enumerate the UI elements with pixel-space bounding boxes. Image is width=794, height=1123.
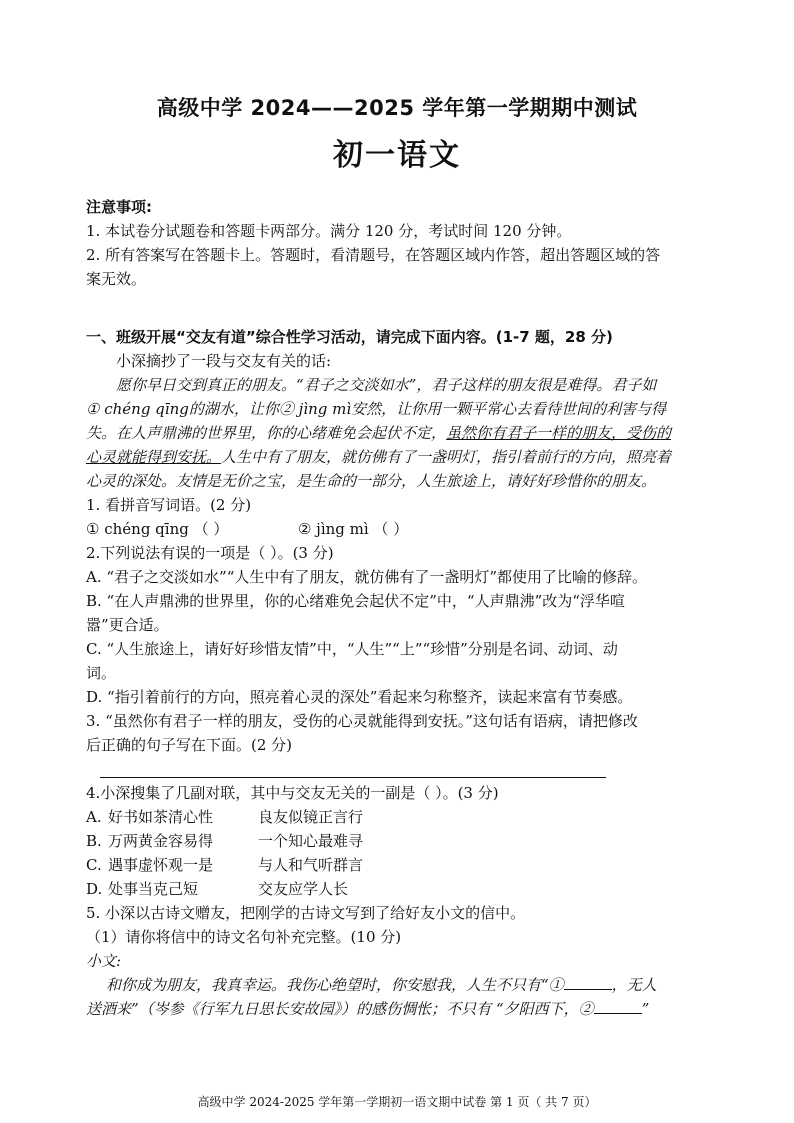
couplet-lower: 交友应学人长 [258,880,349,898]
passage-line-2: ① chéng qīng的湖水，让你② jìng mì安然，让你用一颗平常心去看待世间的利害与得 [86,400,667,418]
question-2-option-a: A. “君子之交淡如水”“人生中有了朋友，就仿佛有了一盏明灯”都使用了比喻的修辞。 [86,568,648,586]
fill-blank-1[interactable] [564,975,612,990]
couplet-upper: 遇事虚怀观一是 [108,856,214,874]
question-1-stem: 1. 看拼音写词语。(2 分) [86,496,252,514]
letter-text: ，无人 [611,976,657,994]
option-letter: A. [86,808,102,826]
question-2-option-b-cont: 嚣”更合适。 [86,616,169,634]
passage-line-3 [86,421,706,445]
question-2-option-b: B. “在人声鼎沸的世界里，你的心绪难免会起伏不定”中，“人声鼎沸”改为“浮华喧 [86,592,625,610]
couplet-option [86,853,706,877]
exam-body [86,195,706,1021]
question-2-option-d: D. “指引着前行的方向，照亮着心灵的深处”看起来匀称整齐，读起来富有节奏感。 [86,688,633,706]
couplet-option [86,877,706,901]
question-5-stem: 5. 小深以古诗文赠友，把刚学的古诗文写到了给好友小文的信中。 [86,904,526,922]
couplet-option [86,829,706,853]
option-letter: C. [86,856,102,874]
couplet-option [86,805,706,829]
letter-line-2 [86,997,706,1021]
notice-item-2-cont: 案无效。 [86,270,147,288]
letter-text: ” [641,1000,650,1018]
section-1-heading: 一、班级开展“交友有道”综合性学习活动，请完成下面内容。(1-7 题，28 分) [86,328,613,346]
school-title: 高级中学 2024——2025 学年第一学期期中测试 [156,96,638,120]
letter-line-1 [86,973,706,997]
page-footer: 高级中学 2024-2025 学年第一学期初一语文期中试卷 第 1 页（ 共 7 页） [197,1095,597,1109]
notice-item-2: 2. 所有答案写在答题卡上。答题时，看清题号，在答题区域内作答，超出答题区域的答 [86,246,661,264]
question-5-sub-1: （1）请你将信中的诗文名句补充完整。(10 分) [86,928,402,946]
faulty-sentence-part-2: 心灵就能得到安抚。 [86,448,222,466]
option-letter: B. [86,832,102,850]
question-2-option-c-cont: 词。 [86,664,117,682]
passage-line-5: 心灵的深处。友情是无价之宝，是生命的一部分，人生旅途上，请好好珍惜你的朋友。 [86,472,657,490]
couplet-lower: 与人和气听群言 [258,856,364,874]
fill-blank-2[interactable] [594,999,642,1014]
letter-text: 送酒来”（岑参《行军九日思长安故园》）的感伤惆怅；不只有 “夕阳西下，② [86,1000,594,1018]
passage-text: 失。在人声鼎沸的世界里，你的心绪难免会起伏不定， [86,424,447,442]
couplet-lower: 良友似镜正言行 [258,808,364,826]
couplet-lower: 一个知心最难寻 [258,832,364,850]
question-2-option-c: C. “人生旅途上，请好好珍惜友情”中，“人生”“上”“珍惜”分别是名词、动词、动 [86,640,618,658]
answer-line[interactable] [86,757,706,781]
couplet-upper: 万两黄金容易得 [108,832,214,850]
notice-heading: 注意事项: [86,198,152,216]
faulty-sentence-part-1: 虽然你有君子一样的朋友，受伤的 [446,424,672,442]
question-2-stem: 2.下列说法有误的一项是（ ）。(3 分) [86,544,334,562]
question-1-items [86,517,706,541]
notice-item-1: 1. 本试卷分试题卷和答题卡两部分。满分 120 分，考试时间 120 分钟。 [86,222,572,240]
question-3-stem-cont: 后正确的句子写在下面。(2 分) [86,736,293,754]
pinyin-item-1[interactable]: ① chéng qīng （ ） [86,520,229,538]
question-4-stem: 4.小深搜集了几副对联，其中与交友无关的一副是（ ）。(3 分) [86,784,499,802]
letter-salutation: 小文: [86,952,122,970]
couplet-upper: 好书如茶清心性 [108,808,214,826]
question-3-stem: 3. “虽然你有君子一样的朋友，受伤的心灵就能得到安抚。”这句话有语病，请把修改 [86,712,638,730]
option-letter: D. [86,880,103,898]
couplet-upper: 处事当克己短 [108,880,199,898]
letter-text: 和你成为朋友，我真幸运。我伤心绝望时，你安慰我，人生不只有“① [106,976,564,994]
passage-intro: 小深摘抄了一段与交友有关的话: [116,352,332,370]
passage-line-4 [86,445,706,469]
subject-title: 初一语文 [333,138,461,173]
pinyin-item-2[interactable]: ② jìng mì （ ） [297,520,409,538]
passage-line-1: 愿你早日交到真正的朋友。“君子之交淡如水”，君子这样的朋友很是难得。君子如 [116,376,657,394]
passage-text: 人生中有了朋友，就仿佛有了一盏明灯，指引着前行的方向，照亮着 [221,448,672,466]
